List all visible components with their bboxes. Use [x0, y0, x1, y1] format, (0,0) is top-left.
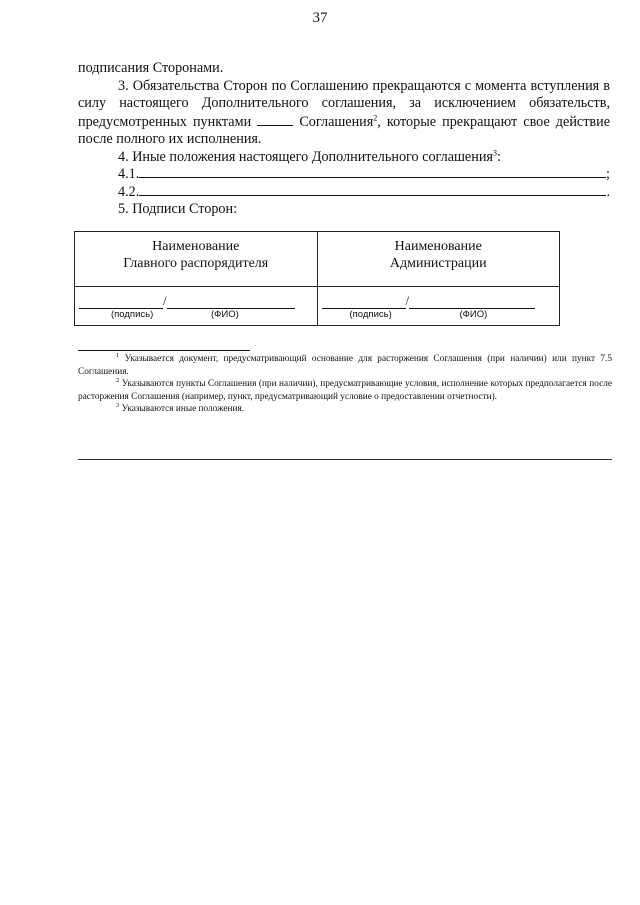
left-name-field	[167, 295, 295, 309]
item-4-2-blank	[139, 194, 606, 196]
left-signature-line	[79, 293, 295, 309]
footnote-ref-2: 2	[373, 112, 378, 122]
paragraph-3-end: , которые прекращают свое действие после полного их исполнения.	[78, 113, 611, 147]
paragraph-4-end: :	[496, 148, 501, 165]
item-4-2-label: 4.2.	[118, 183, 140, 200]
paragraph-intro: подписания Сторонами.	[78, 60, 224, 76]
footnote-2	[78, 378, 612, 403]
item-4-2-end: .	[606, 183, 610, 200]
right-signature-cell	[317, 287, 560, 326]
item-4-1-label: 4.1.	[118, 166, 140, 182]
signature-table	[74, 231, 560, 326]
footnote-3	[78, 403, 612, 416]
footnotes	[78, 353, 612, 416]
right-name-field	[409, 295, 535, 309]
left-signature-cell	[75, 287, 318, 326]
paragraph-4	[78, 149, 610, 167]
right-heading-line1: Наименование	[394, 239, 482, 254]
paragraph-5: 5. Подписи Сторон:	[118, 201, 238, 217]
left-signature-slash: /	[163, 293, 167, 308]
left-name-label: (ФИО)	[211, 309, 239, 320]
item-4-2-line	[118, 184, 610, 202]
footnote-2-text: Указываются пункты Соглашения (при наличии), предусматривающие условия, исполнение которых предполагается после расторжения Соглашения (например, пункт, предусматривающий условие о предоставлении отчетности).	[78, 379, 612, 402]
bottom-divider	[78, 459, 612, 460]
left-party-heading	[75, 232, 318, 287]
right-heading-line2: Администрации	[389, 256, 487, 271]
right-party-heading	[317, 232, 560, 287]
left-heading-line2: Главного распорядителя	[123, 256, 269, 271]
left-signature-label: (подпись)	[111, 309, 154, 320]
footnote-separator	[78, 350, 250, 351]
right-signature-slash: /	[405, 293, 410, 308]
item-4-1-end: ;	[606, 166, 610, 182]
footnote-1-text: Указывается документ, предусматривающий основание для расторжения Соглашения (при наличии) или пункт 7.5 Соглашения.	[78, 354, 612, 377]
paragraph-3-text: 3. Обязательства Сторон по Соглашению прекращаются с момента вступления в силу настоящего Дополнительного соглашения, за исключением обязательств, предусмотренных пунктами	[78, 77, 610, 130]
paragraph-4-text: 4. Иные положения настоящего Дополнительного соглашения	[118, 148, 493, 165]
footnote-2-mark: 2	[116, 377, 120, 385]
page-number: 37	[312, 10, 328, 26]
left-signature-field	[79, 295, 163, 309]
right-name-label: (ФИО)	[459, 309, 488, 320]
points-blank-field	[257, 113, 293, 126]
right-signature-field	[322, 295, 406, 309]
footnote-1-mark: 1	[116, 351, 120, 359]
footnote-3-mark: 3	[116, 402, 120, 410]
item-4-1-blank	[139, 176, 606, 178]
footnote-ref-3: 3	[492, 147, 497, 157]
paragraph-3-agreement: Соглашения	[299, 113, 374, 130]
footnote-3-text: Указываются иные положения.	[121, 404, 245, 415]
left-heading-line1: Наименование	[152, 239, 240, 254]
paragraph-3	[78, 78, 610, 149]
item-4-1-line	[118, 166, 610, 184]
footnote-1	[78, 353, 612, 378]
document-body	[78, 60, 610, 219]
right-signature-line	[322, 293, 536, 309]
right-signature-label: (подпись)	[349, 309, 392, 320]
